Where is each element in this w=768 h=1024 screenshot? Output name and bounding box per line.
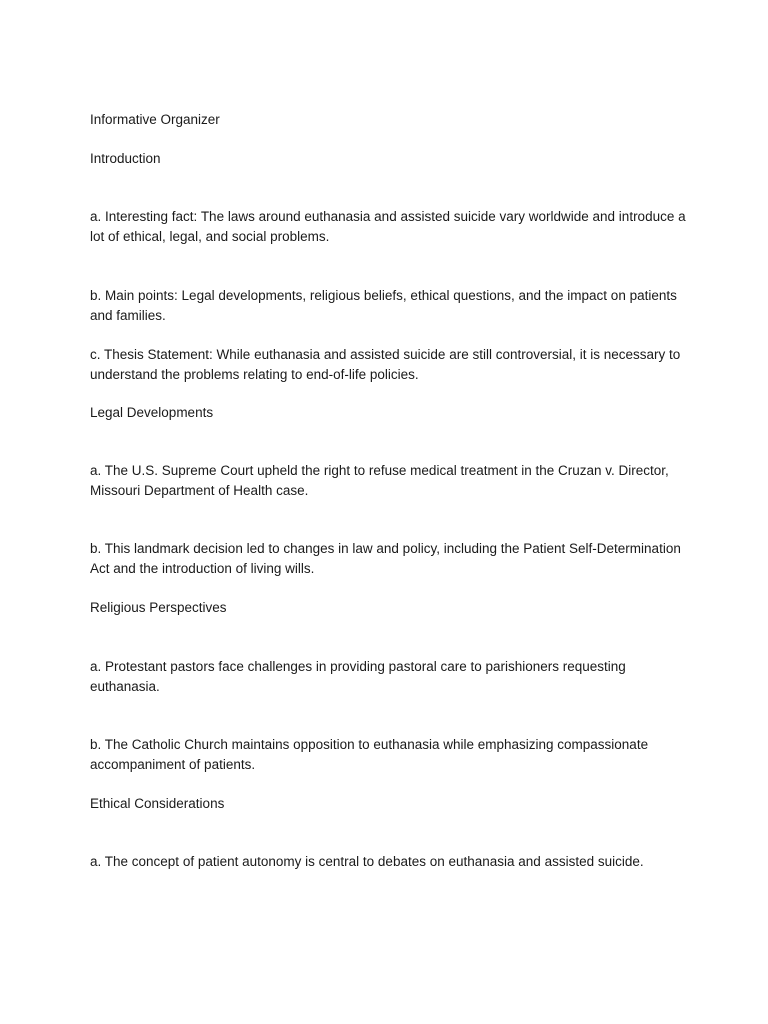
legal-item-a: a. The U.S. Supreme Court upheld the right to refuse medical treatment in the Cruzan v. Director, Missouri Department of Health case. [90, 463, 669, 498]
intro-item-a: a. Interesting fact: The laws around euthanasia and assisted suicide vary worldwide and introduce a lot of ethical, legal, and social problems. [90, 209, 686, 244]
section-heading-ethical: Ethical Considerations [90, 796, 225, 811]
section-heading-legal: Legal Developments [90, 405, 214, 420]
document-title: Informative Organizer [90, 112, 220, 127]
ethical-item-a: a. The concept of patient autonomy is central to debates on euthanasia and assisted suicide. [90, 854, 644, 869]
intro-item-b: b. Main points: Legal developments, religious beliefs, ethical questions, and the impact on patients and families. [90, 288, 677, 323]
intro-item-c: c. Thesis Statement: While euthanasia and assisted suicide are still controversial, it is necessary to understand the problems relating to end-of-life policies. [90, 347, 681, 382]
section-heading-religious: Religious Perspectives [90, 600, 227, 615]
legal-item-b: b. This landmark decision led to changes in law and policy, including the Patient Self-Determination Act and the introduction of living wills. [90, 541, 681, 576]
religious-item-a: a. Protestant pastors face challenges in providing pastoral care to parishioners requesting euthanasia. [90, 659, 626, 694]
religious-item-b: b. The Catholic Church maintains opposition to euthanasia while emphasizing compassionate accompaniment of patients. [90, 737, 649, 772]
section-heading-introduction: Introduction [90, 151, 161, 166]
